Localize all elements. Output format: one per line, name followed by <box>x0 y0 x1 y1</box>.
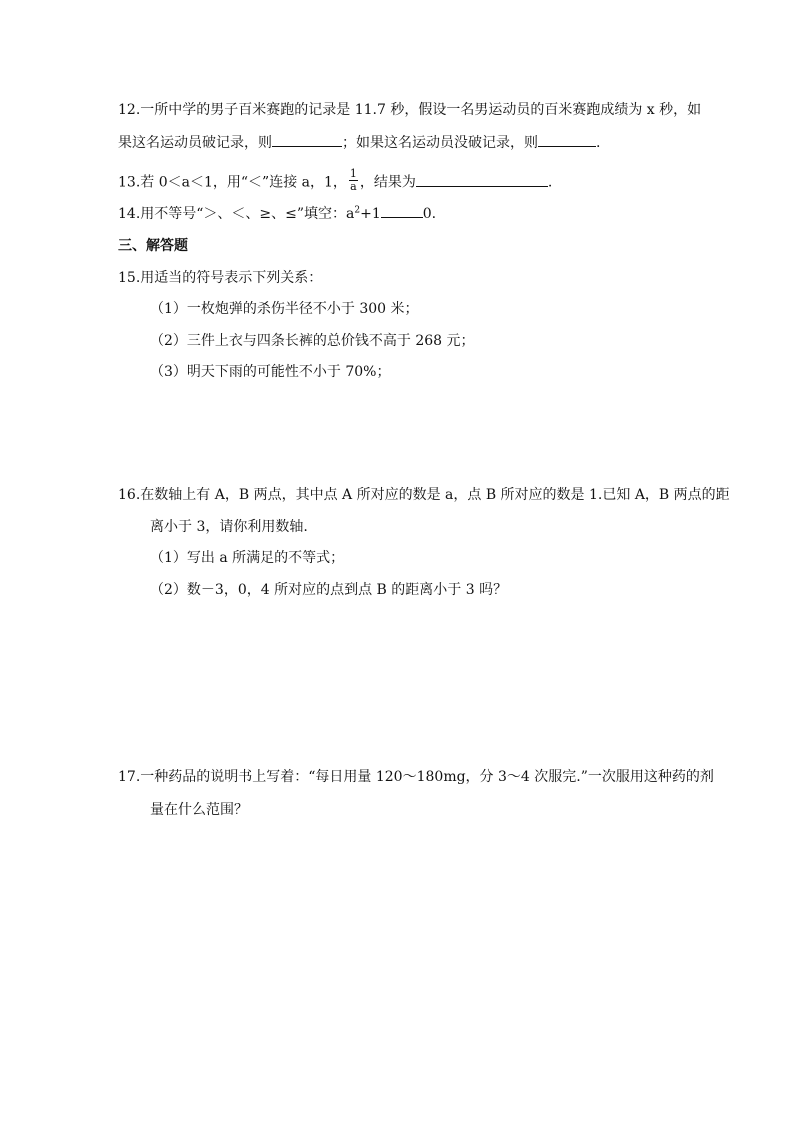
q14-line <box>118 203 436 224</box>
q16-item-2: （2）数－3，0，4 所对应的点到点 B 的距离小于 3 吗？ <box>150 582 508 598</box>
q14-text-c: 0. <box>422 206 437 222</box>
q14-exponent: 2 <box>354 205 361 216</box>
q12-text-b: ；如果这名运动员没破记录，则 <box>342 135 538 151</box>
fraction-numerator: 1 <box>349 167 357 180</box>
answer-blank-q14[interactable] <box>381 203 423 218</box>
answer-blank-q13[interactable] <box>416 172 548 187</box>
fraction-denominator: a <box>350 180 357 193</box>
q15-item-2: （2）三件上衣与四条长裤的总价钱不高于 268 元； <box>150 333 475 349</box>
q17-line1: 17.一种药品的说明书上写着：“每日用量 120～180mg，分 3～4 次服完.”一次服用这种药的剂 <box>118 769 714 785</box>
q12-text-c: . <box>596 135 601 151</box>
q15-stem: 15.用适当的符号表示下列关系： <box>118 270 323 286</box>
q16-item-1: （1）写出 a 所满足的不等式； <box>150 550 345 566</box>
section-heading: 三、解答题 <box>118 238 188 254</box>
q16-line2: 离小于 3，请你利用数轴. <box>150 519 308 535</box>
q15-item-1: （1）一枚炮弹的杀伤半径不小于 300 米； <box>150 301 419 317</box>
q14-text-b: +1 <box>360 206 381 222</box>
q12-text-a: 果这名运动员破记录，则 <box>118 135 272 151</box>
q15-item-3: （3）明天下雨的可能性不小于 70%； <box>150 364 391 380</box>
answer-blank-q12-b[interactable] <box>538 132 596 147</box>
q13-line <box>118 167 553 195</box>
q17-line2: 量在什么范围？ <box>150 802 248 818</box>
q13-text-b: ，结果为 <box>359 174 416 191</box>
q12-line1: 12.一所中学的男子百米赛跑的记录是 11.7 秒，假设一名男运动员的百米赛跑成绩为 x 秒，如 <box>118 102 702 118</box>
fraction-one-over-a <box>349 168 358 193</box>
q13-text-a: 13.若 0＜a＜1，用“＜”连接 a，1， <box>118 174 347 191</box>
q12-line2 <box>118 132 600 153</box>
answer-blank-q12-a[interactable] <box>272 132 342 147</box>
q13-text-c: . <box>547 174 553 191</box>
q16-line1: 16.在数轴上有 A，B 两点，其中点 A 所对应的数是 a，点 B 所对应的数是 1.已知 A，B 两点的距 <box>118 487 730 503</box>
q14-text-a: 14.用不等号“＞、＜、≥、≤”填空：a <box>118 206 355 222</box>
